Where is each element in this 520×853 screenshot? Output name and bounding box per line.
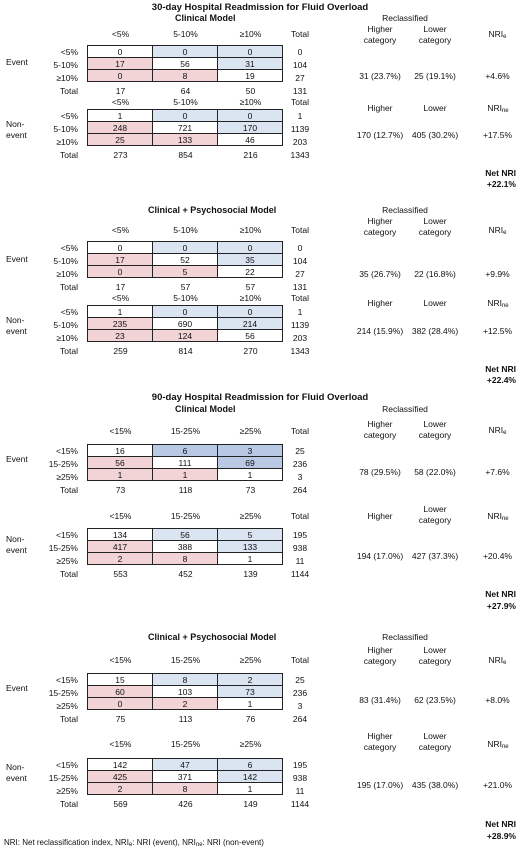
column-totals	[88, 799, 283, 809]
row-total: 1139	[290, 124, 310, 134]
net-nri-label: Net NRI	[485, 819, 516, 829]
nonevent-lower: 427 (37.3%)	[411, 551, 459, 561]
row-total: 104	[292, 60, 308, 70]
matrix-cell: 103	[152, 685, 218, 698]
grand-total: 1144	[290, 799, 310, 809]
grand-total: 131	[292, 86, 308, 96]
row-label-total: Total	[60, 485, 78, 495]
block4-nonevent-header	[88, 739, 283, 749]
net-nri-value: +27.9%	[486, 601, 516, 611]
matrix-cell: 46	[217, 133, 283, 146]
nonevent-label: Non- event	[6, 762, 27, 783]
matrix-cell: 0	[217, 45, 283, 58]
row-label: 15-25%	[48, 543, 78, 553]
event-lower: 62 (23.5%)	[414, 695, 456, 705]
row-label: <5%	[60, 243, 78, 253]
block4-event-header	[88, 655, 283, 665]
matrix-cell: 8	[152, 552, 218, 565]
matrix-cell: 214	[217, 317, 283, 330]
row-label: <5%	[60, 307, 78, 317]
row-total: 3	[297, 701, 303, 711]
grand-total: 264	[292, 714, 308, 724]
row-label-total: Total	[60, 150, 78, 160]
col-header: <5%	[111, 97, 130, 107]
col-total: 113	[178, 714, 193, 724]
row-label: <5%	[60, 47, 78, 57]
matrix-cell: 170	[217, 121, 283, 134]
block1-event-header	[88, 29, 283, 39]
event-lower: 58 (22.0%)	[414, 467, 456, 477]
matrix-cell: 0	[87, 241, 153, 254]
matrix-cell: 1	[87, 305, 153, 318]
row-label: 15-25%	[48, 688, 78, 698]
matrix-cell: 0	[87, 69, 153, 82]
col-header: ≥10%	[239, 29, 262, 39]
block3-event-header	[88, 426, 283, 436]
nonevent-label: Non- event	[6, 119, 27, 140]
matrix-cell: 69	[217, 456, 283, 469]
col-header: <15%	[109, 511, 132, 521]
nri-e-value: +8.0%	[485, 695, 510, 705]
nri-ne-value: +20.4%	[482, 551, 513, 561]
matrix-cell: 31	[217, 57, 283, 70]
title-30-day: 30-day Hospital Readmission for Fluid Overload	[151, 2, 369, 13]
row-label: <5%	[60, 111, 78, 121]
row-total: 195	[292, 760, 308, 770]
footnote: NRI: Net reclassification index, NRIe: NRI (event), NRIne: NRI (non-event)	[4, 838, 264, 848]
row-label: 5-10%	[53, 256, 78, 266]
row-label: ≥10%	[56, 333, 78, 343]
col-header: ≥10%	[239, 293, 262, 303]
block1-nonevent-header	[88, 97, 283, 107]
row-label-total: Total	[60, 714, 78, 724]
matrix-cell: 0	[87, 265, 153, 278]
col-total: 259	[113, 346, 128, 356]
matrix-cell: 142	[217, 770, 283, 783]
nri-ne-header: NRIne	[487, 739, 509, 750]
col-total: 57	[180, 282, 191, 292]
event-label: Event	[6, 57, 28, 67]
block2-nonevent-matrix	[88, 306, 283, 342]
col-header: 5-10%	[173, 293, 198, 303]
row-label: 5-10%	[53, 124, 78, 134]
col-total: 64	[180, 86, 191, 96]
nonevent-higher: 195 (17.0%)	[356, 780, 404, 790]
lower-category-header: Lower category	[418, 504, 452, 525]
col-header: <15%	[109, 655, 132, 665]
col-header: ≥10%	[239, 225, 262, 235]
matrix-cell: 0	[152, 109, 218, 122]
matrix-cell: 52	[152, 253, 218, 266]
nri-ne-value: +12.5%	[482, 326, 513, 336]
row-total: 27	[295, 73, 305, 83]
total-header: Total	[291, 293, 309, 303]
col-total: 569	[113, 799, 128, 809]
row-total: 25	[295, 675, 305, 685]
row-label: 15-25%	[48, 773, 78, 783]
net-nri-value: +22.4%	[486, 375, 516, 385]
row-label: ≥10%	[56, 137, 78, 147]
nri-ne-header: NRIne	[487, 511, 509, 522]
higher-header: Higher	[367, 103, 393, 113]
matrix-cell: 2	[87, 782, 153, 795]
row-label-total: Total	[60, 282, 78, 292]
higher-header: Higher	[367, 298, 393, 308]
matrix-cell: 25	[87, 133, 153, 146]
block3-nonevent-header	[88, 511, 283, 521]
matrix-cell: 1	[217, 552, 283, 565]
matrix-cell: 124	[152, 329, 218, 342]
grand-total: 1343	[290, 150, 310, 160]
col-total: 75	[115, 714, 126, 724]
row-total: 25	[295, 446, 305, 456]
lower-category-header: Lower category	[418, 645, 452, 666]
matrix-cell: 1	[87, 109, 153, 122]
lower-header: Lower	[423, 298, 447, 308]
col-header: 15-25%	[170, 655, 201, 665]
row-total: 0	[297, 47, 303, 57]
col-header: ≥25%	[239, 511, 262, 521]
matrix-cell: 1	[217, 782, 283, 795]
higher-category-header: Higher category	[363, 216, 397, 237]
matrix-cell: 56	[217, 329, 283, 342]
col-header: 15-25%	[170, 511, 201, 521]
matrix-cell: 0	[152, 305, 218, 318]
row-total: 0	[297, 243, 303, 253]
matrix-cell: 19	[217, 69, 283, 82]
col-header: ≥10%	[239, 97, 262, 107]
event-lower: 22 (16.8%)	[414, 269, 456, 279]
row-total: 27	[295, 269, 305, 279]
matrix-cell: 5	[152, 265, 218, 278]
net-nri-label: Net NRI	[485, 589, 516, 599]
matrix-cell: 73	[217, 685, 283, 698]
event-higher: 78 (29.5%)	[359, 467, 401, 477]
event-higher: 35 (26.7%)	[359, 269, 401, 279]
matrix-cell: 15	[87, 673, 153, 686]
nri-ne-header: NRIne	[487, 103, 509, 114]
nri-ne-value: +21.0%	[482, 780, 513, 790]
lower-header: Lower	[423, 103, 447, 113]
event-label: Event	[6, 254, 28, 264]
event-higher: 83 (31.4%)	[359, 695, 401, 705]
reclassified-header: Reclassified	[382, 13, 428, 23]
row-total: 938	[292, 773, 308, 783]
row-label-total: Total	[60, 86, 78, 96]
higher-category-header: Higher category	[363, 645, 397, 666]
matrix-cell: 133	[152, 133, 218, 146]
col-header: <5%	[111, 29, 130, 39]
reclassified-header: Reclassified	[382, 404, 428, 414]
total-header: Total	[291, 511, 309, 521]
row-total: 236	[292, 688, 308, 698]
col-header: 15-25%	[170, 426, 201, 436]
block3-event-matrix	[88, 445, 283, 481]
event-lower: 25 (19.1%)	[414, 71, 456, 81]
net-nri-value: +28.9%	[486, 831, 516, 841]
matrix-cell: 56	[152, 528, 218, 541]
matrix-cell: 17	[87, 253, 153, 266]
matrix-cell: 235	[87, 317, 153, 330]
block2-nonevent-header	[88, 293, 283, 303]
row-label: ≥25%	[56, 786, 78, 796]
matrix-cell: 2	[87, 552, 153, 565]
col-total: 149	[243, 799, 258, 809]
column-totals	[88, 150, 283, 160]
col-header: <5%	[111, 293, 130, 303]
col-total: 273	[113, 150, 128, 160]
total-header: Total	[291, 426, 309, 436]
matrix-cell: 0	[217, 305, 283, 318]
row-label: ≥25%	[56, 472, 78, 482]
col-header: 5-10%	[173, 29, 198, 39]
matrix-cell: 721	[152, 121, 218, 134]
matrix-cell: 8	[152, 69, 218, 82]
higher-category-header: Higher category	[363, 731, 397, 752]
row-total: 3	[297, 472, 303, 482]
lower-category-header: Lower category	[418, 216, 452, 237]
block3-nonevent-matrix	[88, 529, 283, 565]
col-header: <15%	[109, 426, 132, 436]
matrix-cell: 6	[217, 758, 283, 771]
block1-nonevent-matrix	[88, 110, 283, 146]
col-total: 17	[115, 282, 126, 292]
block1-model-title: Clinical Model	[175, 13, 236, 23]
matrix-cell: 16	[87, 444, 153, 457]
nonevent-label: Non- event	[6, 315, 27, 336]
matrix-cell: 56	[152, 57, 218, 70]
event-label: Event	[6, 683, 28, 693]
col-header: <15%	[109, 739, 132, 749]
lower-category-header: Lower category	[418, 24, 452, 45]
nonevent-higher: 194 (17.0%)	[356, 551, 404, 561]
matrix-cell: 0	[217, 241, 283, 254]
matrix-cell: 425	[87, 770, 153, 783]
col-header: 15-25%	[170, 739, 201, 749]
matrix-cell: 3	[217, 444, 283, 457]
col-header: 5-10%	[173, 97, 198, 107]
matrix-cell: 1	[152, 468, 218, 481]
nri-e-header: NRIe	[488, 225, 507, 236]
reclassified-header: Reclassified	[382, 205, 428, 215]
higher-category-header: Higher category	[363, 24, 397, 45]
block3-model-title: Clinical Model	[175, 404, 236, 414]
row-total: 11	[295, 786, 305, 796]
col-total: 139	[243, 569, 258, 579]
event-label: Event	[6, 454, 28, 464]
block2-event-header	[88, 225, 283, 235]
matrix-cell: 0	[152, 241, 218, 254]
column-totals	[88, 346, 283, 356]
nonevent-label: Non- event	[6, 534, 27, 555]
matrix-cell: 8	[152, 673, 218, 686]
nri-e-value: +7.6%	[485, 467, 510, 477]
col-header: ≥25%	[239, 739, 262, 749]
col-header: 5-10%	[173, 225, 198, 235]
matrix-cell: 6	[152, 444, 218, 457]
row-label: ≥25%	[56, 701, 78, 711]
nonevent-lower: 435 (38.0%)	[411, 780, 459, 790]
col-total: 553	[113, 569, 128, 579]
col-total: 73	[115, 485, 126, 495]
total-header: Total	[291, 29, 309, 39]
matrix-cell: 17	[87, 57, 153, 70]
nri-e-value: +9.9%	[485, 269, 510, 279]
nonevent-higher: 170 (12.7%)	[356, 130, 404, 140]
matrix-cell: 2	[217, 673, 283, 686]
col-total: 270	[243, 346, 258, 356]
row-total: 1139	[290, 320, 310, 330]
nonevent-higher: 214 (15.9%)	[356, 326, 404, 336]
row-total: 11	[295, 556, 305, 566]
grand-total: 264	[292, 485, 308, 495]
matrix-cell: 371	[152, 770, 218, 783]
grand-total: 131	[292, 282, 308, 292]
row-label: 5-10%	[53, 60, 78, 70]
reclassified-header: Reclassified	[382, 632, 428, 642]
matrix-cell: 417	[87, 540, 153, 553]
matrix-cell: 690	[152, 317, 218, 330]
nri-ne-value: +17.5%	[482, 130, 513, 140]
block4-event-matrix	[88, 674, 283, 710]
block1-event-matrix	[88, 46, 283, 82]
matrix-cell: 388	[152, 540, 218, 553]
col-total: 814	[178, 346, 193, 356]
higher-category-header: Higher category	[363, 419, 397, 440]
col-total: 452	[178, 569, 193, 579]
nri-e-header: NRIe	[488, 655, 507, 666]
row-total: 1	[297, 307, 303, 317]
nri-ne-header: NRIne	[487, 298, 509, 309]
total-header: Total	[291, 655, 309, 665]
row-label-total: Total	[60, 346, 78, 356]
event-higher: 31 (23.7%)	[359, 71, 401, 81]
col-total: 57	[245, 282, 256, 292]
matrix-cell: 1	[217, 697, 283, 710]
row-label-total: Total	[60, 799, 78, 809]
row-total: 938	[292, 543, 308, 553]
row-label: <15%	[56, 760, 78, 770]
matrix-cell: 56	[87, 456, 153, 469]
title-90-day: 90-day Hospital Readmission for Fluid Overload	[151, 392, 369, 403]
row-total: 195	[292, 530, 308, 540]
nonevent-lower: 382 (28.4%)	[411, 326, 459, 336]
matrix-cell: 0	[217, 109, 283, 122]
matrix-cell: 142	[87, 758, 153, 771]
matrix-cell: 47	[152, 758, 218, 771]
row-total: 236	[292, 459, 308, 469]
total-header: Total	[291, 225, 309, 235]
col-total: 118	[178, 485, 193, 495]
higher-header: Higher	[367, 511, 393, 521]
column-totals	[88, 569, 283, 579]
matrix-cell: 111	[152, 456, 218, 469]
col-total: 426	[178, 799, 193, 809]
column-totals	[88, 714, 283, 724]
matrix-cell: 1	[87, 468, 153, 481]
net-nri-value: +22.1%	[486, 179, 516, 189]
nri-e-value: +4.6%	[485, 71, 510, 81]
matrix-cell: 0	[87, 697, 153, 710]
matrix-cell: 134	[87, 528, 153, 541]
row-total: 203	[292, 137, 308, 147]
grand-total: 1144	[290, 569, 310, 579]
net-nri-label: Net NRI	[485, 364, 516, 374]
grand-total: 1343	[290, 346, 310, 356]
row-total: 104	[292, 256, 308, 266]
row-label: 5-10%	[53, 320, 78, 330]
column-totals	[88, 485, 283, 495]
nri-e-header: NRIe	[488, 425, 507, 436]
col-total: 76	[245, 714, 256, 724]
row-label: <15%	[56, 530, 78, 540]
lower-category-header: Lower category	[418, 419, 452, 440]
matrix-cell: 1	[217, 468, 283, 481]
row-label: ≥25%	[56, 556, 78, 566]
row-total: 1	[297, 111, 303, 121]
matrix-cell: 35	[217, 253, 283, 266]
col-total: 854	[178, 150, 193, 160]
col-total: 17	[115, 86, 126, 96]
column-totals	[88, 282, 283, 292]
block2-event-matrix	[88, 242, 283, 278]
nri-e-header: NRIe	[488, 29, 507, 40]
net-nri-label: Net NRI	[485, 168, 516, 178]
row-label: 15-25%	[48, 459, 78, 469]
matrix-cell: 22	[217, 265, 283, 278]
matrix-cell: 133	[217, 540, 283, 553]
col-total: 50	[245, 86, 256, 96]
matrix-cell: 248	[87, 121, 153, 134]
row-total: 203	[292, 333, 308, 343]
matrix-cell: 5	[217, 528, 283, 541]
col-header: <5%	[111, 225, 130, 235]
matrix-cell: 8	[152, 782, 218, 795]
nonevent-lower: 405 (30.2%)	[411, 130, 459, 140]
col-header: ≥25%	[239, 426, 262, 436]
matrix-cell: 0	[152, 45, 218, 58]
col-total: 73	[245, 485, 256, 495]
row-label-total: Total	[60, 569, 78, 579]
matrix-cell: 23	[87, 329, 153, 342]
block4-nonevent-matrix	[88, 759, 283, 795]
col-total: 216	[243, 150, 258, 160]
row-label: ≥10%	[56, 73, 78, 83]
matrix-cell: 2	[152, 697, 218, 710]
col-header: ≥25%	[239, 655, 262, 665]
matrix-cell: 0	[87, 45, 153, 58]
row-label: <15%	[56, 675, 78, 685]
column-totals	[88, 86, 283, 96]
block4-model-title: Clinical + Psychosocial Model	[148, 632, 277, 642]
block2-model-title: Clinical + Psychosocial Model	[148, 205, 277, 215]
total-header: Total	[291, 97, 309, 107]
row-label: ≥10%	[56, 269, 78, 279]
lower-category-header: Lower category	[418, 731, 452, 752]
row-label: <15%	[56, 446, 78, 456]
matrix-cell: 60	[87, 685, 153, 698]
